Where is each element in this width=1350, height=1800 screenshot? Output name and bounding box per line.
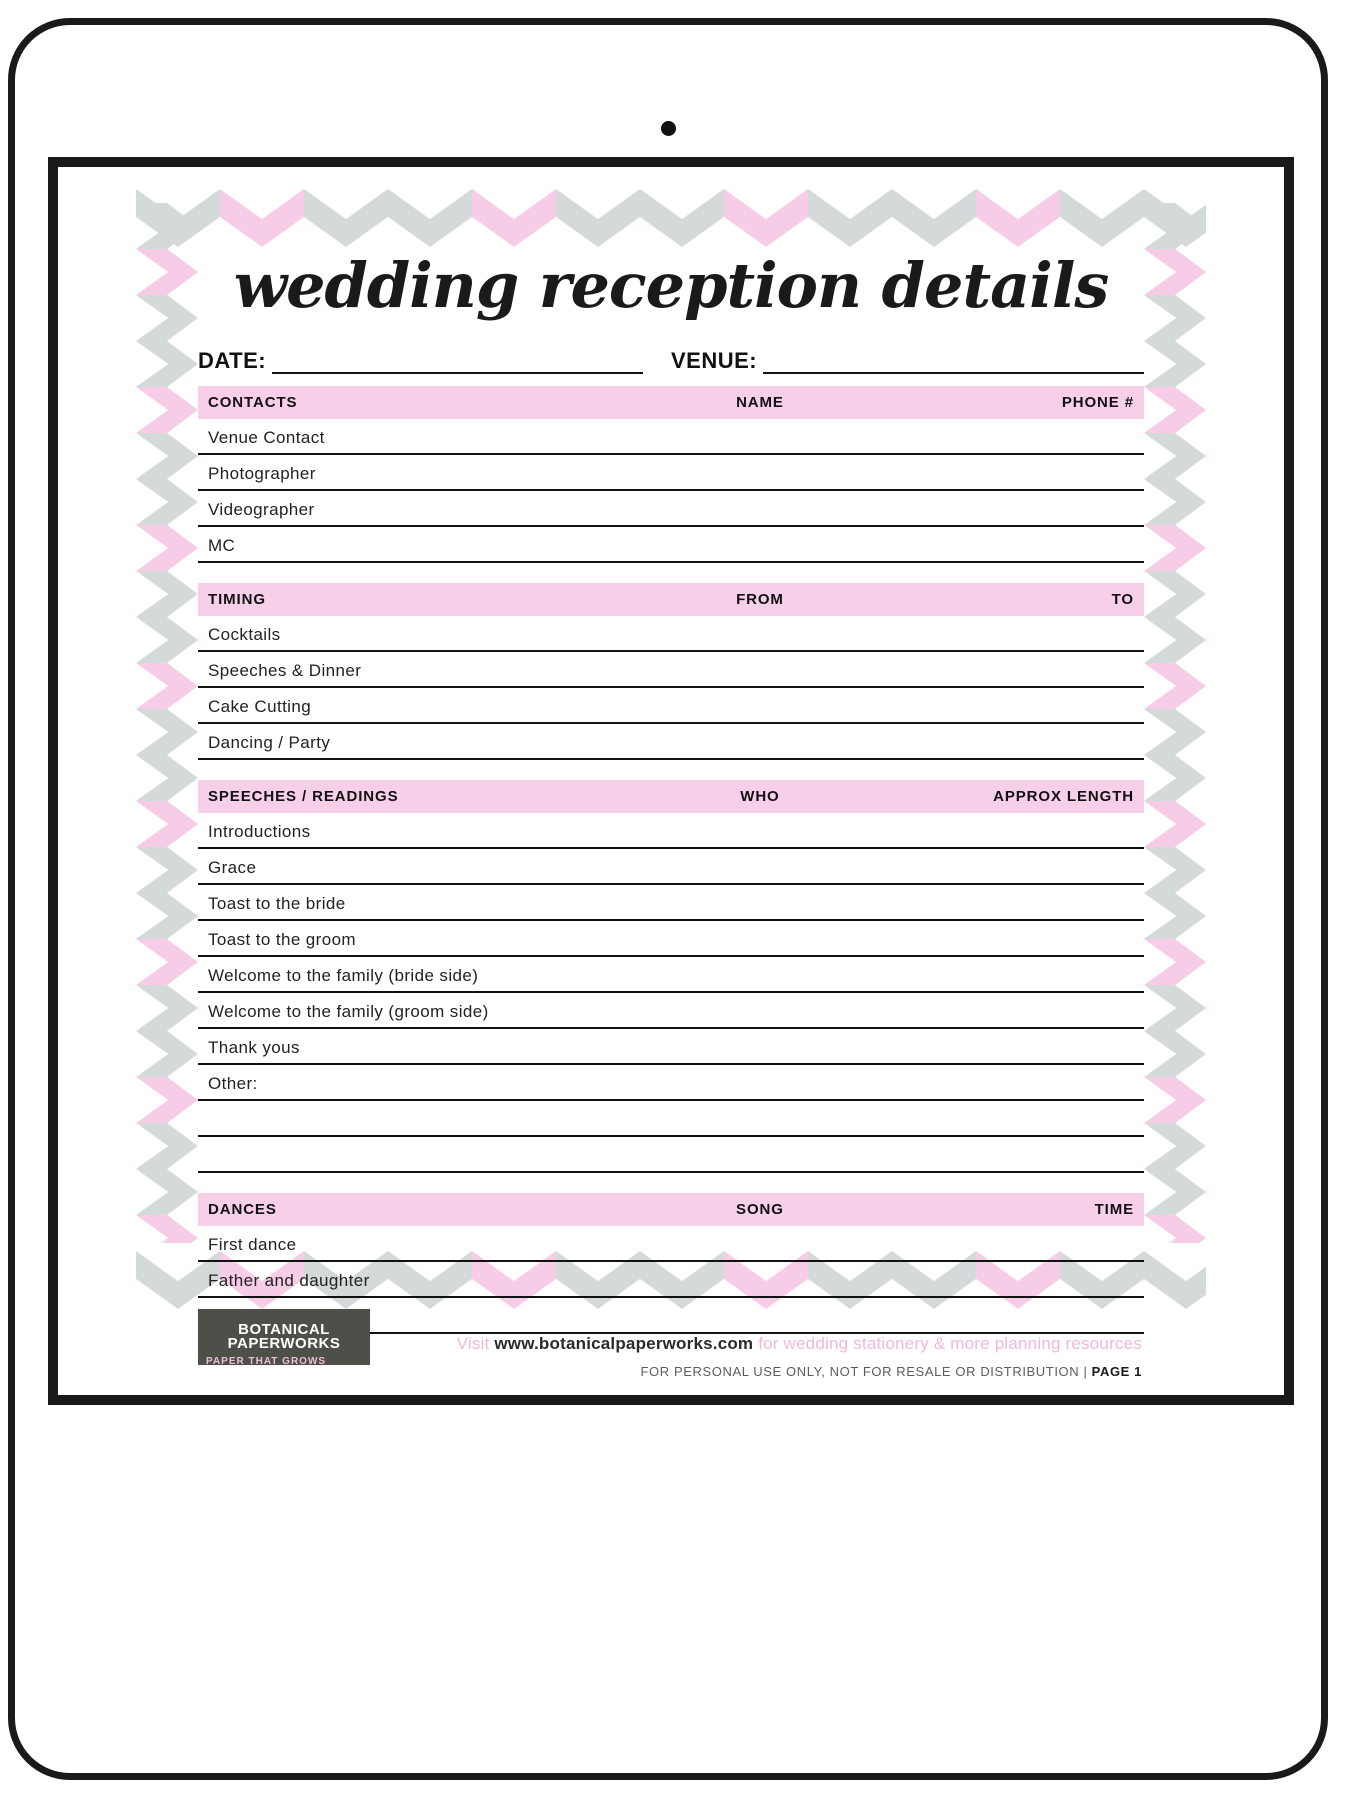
page-footer (198, 1320, 1144, 1379)
row-label: Videographer (198, 490, 617, 526)
form-section-table (198, 386, 1144, 563)
page-title: wedding reception details (233, 249, 1109, 322)
chevron-shape (136, 249, 198, 295)
row-input-right[interactable] (903, 490, 1144, 526)
row-label: Toast to the groom (198, 920, 617, 956)
row-label: Welcome to the family (groom side) (198, 992, 617, 1028)
row-input-middle[interactable] (617, 1261, 903, 1297)
footer-rights-line (198, 1364, 1142, 1379)
row-input-middle[interactable] (617, 687, 903, 723)
tablet-screen (48, 157, 1294, 1405)
venue-label: VENUE: (671, 348, 758, 373)
chevron-border-left (136, 203, 198, 1243)
chevron-shape (136, 433, 198, 479)
row-input-right[interactable] (903, 687, 1144, 723)
column-header: FROM (617, 583, 903, 616)
row-input-middle[interactable] (617, 1226, 903, 1261)
row-input-middle[interactable] (617, 920, 903, 956)
form-section-table (198, 780, 1144, 1173)
table-row[interactable] (198, 687, 1144, 723)
chevron-shape (1144, 525, 1206, 571)
column-header: SONG (617, 1193, 903, 1226)
footer-separator: | (1083, 1364, 1088, 1379)
row-input-right[interactable] (903, 920, 1144, 956)
camera-icon (661, 121, 676, 136)
row-input-blank[interactable] (617, 1136, 903, 1172)
row-input-blank[interactable] (198, 1136, 617, 1172)
tablet-frame (8, 18, 1328, 1780)
column-header: TIME (903, 1193, 1144, 1226)
section-spacer (198, 762, 1144, 780)
section-spacer (198, 1175, 1144, 1193)
row-label: MC (198, 526, 617, 562)
chevron-shape (136, 709, 198, 755)
row-input-right[interactable] (903, 651, 1144, 687)
table-row[interactable] (198, 1261, 1144, 1297)
table-row[interactable] (198, 419, 1144, 454)
form-section-table (198, 583, 1144, 760)
table-row-blank[interactable] (198, 1100, 1144, 1136)
column-header: APPROX LENGTH (903, 780, 1144, 813)
row-label: Venue Contact (198, 419, 617, 454)
form-sections (198, 386, 1144, 1354)
chevron-shape (136, 1077, 198, 1123)
row-input-middle[interactable] (617, 884, 903, 920)
column-header: DANCES (198, 1193, 617, 1226)
row-input-right[interactable] (903, 884, 1144, 920)
table-row[interactable] (198, 992, 1144, 1028)
row-input-blank[interactable] (903, 1100, 1144, 1136)
chevron-shape (136, 479, 198, 525)
chevron-shape (1144, 847, 1206, 893)
row-input-right[interactable] (903, 992, 1144, 1028)
row-input-middle[interactable] (617, 813, 903, 848)
chevron-shape (1144, 755, 1206, 801)
chevron-shape (1144, 985, 1206, 1031)
chevron-shape (136, 571, 198, 617)
row-label: Welcome to the family (bride side) (198, 956, 617, 992)
chevron-shape (136, 387, 198, 433)
table-row[interactable] (198, 490, 1144, 526)
row-label: Toast to the bride (198, 884, 617, 920)
column-header: PHONE # (903, 386, 1144, 419)
row-label: Grace (198, 848, 617, 884)
footer-visit-url[interactable]: www.botanicalpaperworks.com (494, 1334, 754, 1353)
chevron-shape (1144, 341, 1206, 387)
chevron-shape (136, 847, 198, 893)
table-row-blank[interactable] (198, 1136, 1144, 1172)
chevron-shape (1144, 709, 1206, 755)
chevron-shape (136, 203, 198, 249)
chevron-shape (1144, 663, 1206, 709)
footer-visit-prefix: Visit (456, 1334, 490, 1353)
chevron-shape (1144, 617, 1206, 663)
chevron-shape (1144, 1169, 1206, 1215)
row-input-right[interactable] (903, 813, 1144, 848)
chevron-shape (1144, 801, 1206, 847)
chevron-shape (136, 525, 198, 571)
chevron-shape (1144, 1077, 1206, 1123)
chevron-shape (1144, 1215, 1206, 1243)
table-row[interactable] (198, 956, 1144, 992)
chevron-shape (136, 663, 198, 709)
row-label: Cake Cutting (198, 687, 617, 723)
row-input-middle[interactable] (617, 651, 903, 687)
table-row[interactable] (198, 723, 1144, 759)
chevron-shape (136, 1215, 198, 1243)
row-input-middle[interactable] (617, 1028, 903, 1064)
column-header: SPEECHES / READINGS (198, 780, 617, 813)
document-content (198, 231, 1144, 1354)
chevron-shape (136, 985, 198, 1031)
column-header: CONTACTS (198, 386, 617, 419)
footer-page-number: PAGE 1 (1091, 1364, 1142, 1379)
section-header-row (198, 780, 1144, 813)
chevron-shape (1144, 1123, 1206, 1169)
date-input[interactable] (272, 350, 643, 374)
chevron-shape (136, 295, 198, 341)
brand-logo-text (227, 1320, 341, 1352)
chevron-shape (136, 1031, 198, 1077)
column-header: TIMING (198, 583, 617, 616)
row-input-blank[interactable] (617, 1100, 903, 1136)
column-header: WHO (617, 780, 903, 813)
chevron-shape (136, 1169, 198, 1215)
section-spacer (198, 565, 1144, 583)
venue-field[interactable] (671, 348, 1144, 374)
row-input-right[interactable] (903, 616, 1144, 651)
chevron-shape (1144, 479, 1206, 525)
row-input-right[interactable] (903, 1028, 1144, 1064)
row-input-right[interactable] (903, 1261, 1144, 1297)
table-row[interactable] (198, 651, 1144, 687)
row-label: First dance (198, 1226, 617, 1261)
row-input-middle[interactable] (617, 992, 903, 1028)
chevron-border-right (1144, 203, 1206, 1243)
date-label: DATE: (198, 348, 267, 373)
chevron-shape (136, 801, 198, 847)
table-row[interactable] (198, 813, 1144, 848)
brand-logo-line1: BOTANICAL (238, 1320, 330, 1338)
chevron-shape (1144, 433, 1206, 479)
table-row[interactable] (198, 1064, 1144, 1100)
column-header: NAME (617, 386, 903, 419)
chevron-shape (1144, 571, 1206, 617)
table-row[interactable] (198, 1028, 1144, 1064)
chevron-shape (1144, 1251, 1206, 1309)
table-row[interactable] (198, 526, 1144, 562)
chevron-shape (136, 755, 198, 801)
table-row[interactable] (198, 884, 1144, 920)
section-header-row (198, 1193, 1144, 1226)
chevron-shape (1144, 203, 1206, 249)
row-input-right[interactable] (903, 526, 1144, 562)
table-row[interactable] (198, 1226, 1144, 1261)
chevron-shape (136, 341, 198, 387)
row-input-right[interactable] (903, 956, 1144, 992)
row-input-middle[interactable] (617, 1297, 903, 1333)
row-input-right[interactable] (903, 419, 1144, 454)
row-input-middle[interactable] (617, 419, 903, 454)
brand-logo-line2: PAPERWORKS (227, 1335, 341, 1352)
row-input-middle[interactable] (617, 454, 903, 490)
row-input-blank[interactable] (903, 1136, 1144, 1172)
venue-input[interactable] (763, 350, 1144, 374)
row-input-right[interactable] (903, 454, 1144, 490)
chevron-shape (136, 1123, 198, 1169)
row-input-middle[interactable] (617, 526, 903, 562)
row-label: Introductions (198, 813, 617, 848)
column-header: TO (903, 583, 1144, 616)
row-input-right[interactable] (903, 1226, 1144, 1261)
chevron-shape (1144, 939, 1206, 985)
table-row[interactable] (198, 848, 1144, 884)
row-input-right[interactable] (903, 723, 1144, 759)
row-label: Dancing / Party (198, 723, 617, 759)
table-row[interactable] (198, 616, 1144, 651)
row-input-middle[interactable] (617, 616, 903, 651)
section-header-row (198, 386, 1144, 419)
chevron-shape (1144, 1031, 1206, 1077)
footer-visit-suffix: for wedding stationery & more planning resources (758, 1334, 1142, 1353)
row-input-middle[interactable] (617, 956, 903, 992)
row-input-blank[interactable] (198, 1100, 617, 1136)
chevron-shape (1144, 893, 1206, 939)
chevron-shape (1144, 249, 1206, 295)
document-page (58, 167, 1284, 1395)
section-header-row (198, 583, 1144, 616)
date-field[interactable] (198, 348, 671, 374)
row-input-middle[interactable] (617, 848, 903, 884)
chevron-shape (136, 893, 198, 939)
row-input-middle[interactable] (617, 490, 903, 526)
row-input-right[interactable] (903, 1297, 1144, 1333)
table-row[interactable] (198, 454, 1144, 490)
footer-rights: FOR PERSONAL USE ONLY, NOT FOR RESALE OR DISTRIBUTION (640, 1364, 1080, 1379)
row-label: Other: (198, 1064, 617, 1100)
row-input-middle[interactable] (617, 1064, 903, 1100)
chevron-shape (136, 617, 198, 663)
chevron-shape (1144, 295, 1206, 341)
row-input-right[interactable] (903, 1064, 1144, 1100)
chevron-shape (1144, 387, 1206, 433)
row-label: Thank yous (198, 1028, 617, 1064)
brand-logo (198, 1309, 370, 1365)
table-row[interactable] (198, 920, 1144, 956)
row-input-middle[interactable] (617, 723, 903, 759)
date-venue-row (198, 348, 1144, 374)
row-label: Father and daughter (198, 1261, 617, 1297)
row-label: Photographer (198, 454, 617, 490)
brand-logo-tagline: PAPER THAT GROWS (206, 1356, 327, 1367)
row-input-right[interactable] (903, 848, 1144, 884)
row-label: Cocktails (198, 616, 617, 651)
row-label: Speeches & Dinner (198, 651, 617, 687)
chevron-shape (136, 939, 198, 985)
